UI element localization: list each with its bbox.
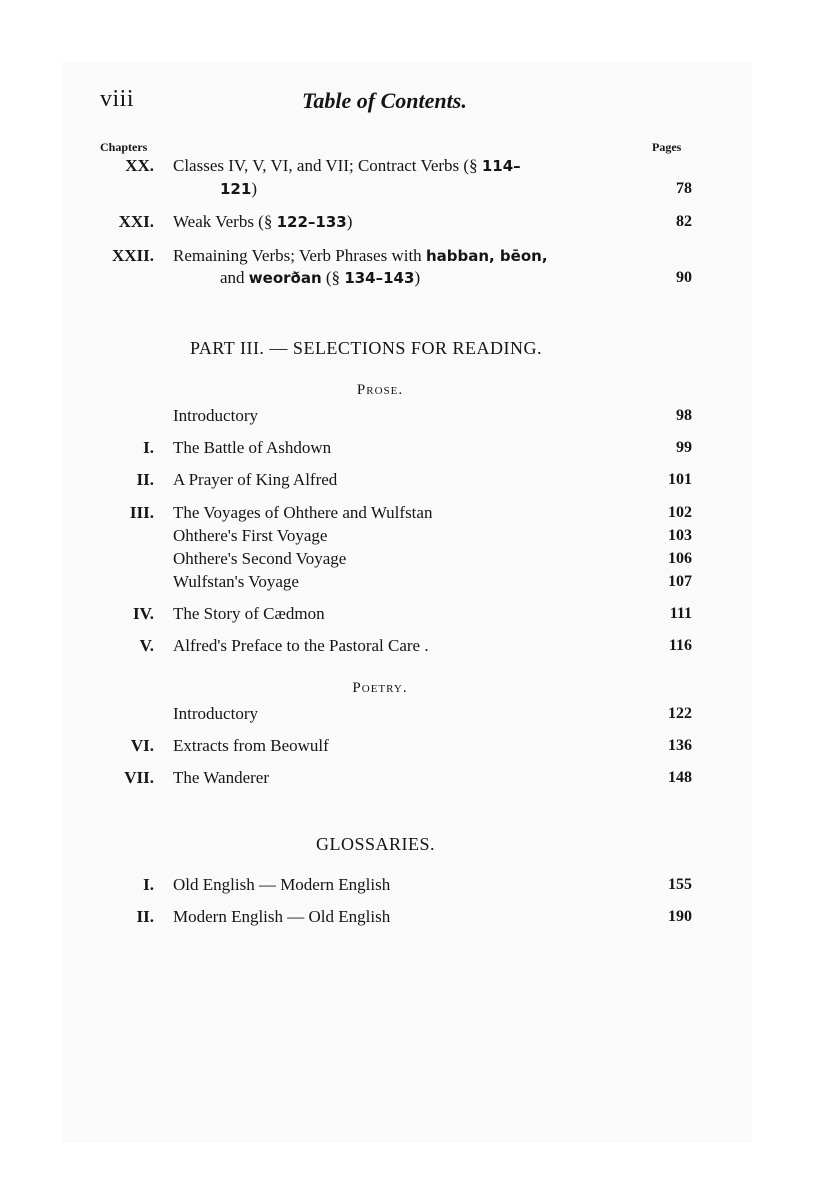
running-title: Table of Contents. bbox=[302, 88, 467, 113]
prose-heading: Prose. bbox=[356, 382, 404, 398]
toc-entry-title: Old English — Modern English bbox=[173, 875, 391, 894]
part-heading: PART III. — SELECTIONS FOR READING. bbox=[190, 338, 542, 358]
title-text: Classes IV, V, VI, and VII; Contract Verbs (§ bbox=[173, 156, 482, 175]
page-ref: 106 bbox=[668, 550, 692, 567]
page-ref: 111 bbox=[669, 605, 692, 622]
entry-number: IV. bbox=[133, 604, 154, 623]
title-text: ) bbox=[414, 268, 421, 287]
page-ref: 99 bbox=[676, 439, 692, 456]
toc-entry-title: Introductory bbox=[173, 704, 258, 723]
chapter-title bbox=[173, 156, 521, 176]
poetry-heading: Poetry. bbox=[352, 680, 408, 696]
page-ref: 155 bbox=[668, 876, 692, 893]
page-ref: 90 bbox=[676, 269, 692, 286]
page-ref: 148 bbox=[668, 769, 692, 786]
title-text: (§ bbox=[321, 268, 345, 287]
chapter-number: XXI. bbox=[118, 212, 154, 231]
page-ref: 190 bbox=[668, 908, 692, 925]
keyword: weorðan bbox=[248, 269, 322, 287]
toc-entry-title: A Prayer of King Alfred bbox=[173, 470, 338, 489]
toc-entry-title: Introductory bbox=[173, 406, 258, 425]
page-ref: 101 bbox=[668, 471, 692, 488]
toc-entry-title: Modern English — Old English bbox=[173, 907, 391, 926]
page-ref: 82 bbox=[676, 213, 692, 230]
entry-number: VII. bbox=[124, 768, 154, 787]
entry-number: I. bbox=[143, 875, 154, 894]
toc-entry-title: The Voyages of Ohthere and Wulfstan bbox=[173, 503, 433, 522]
entry-number: V. bbox=[139, 636, 154, 655]
page-ref: 116 bbox=[668, 637, 692, 654]
toc-subentry-title: Ohthere's First Voyage bbox=[173, 526, 328, 545]
section-ref: 121 bbox=[220, 180, 252, 198]
page-ref: 122 bbox=[668, 705, 692, 722]
entry-number: VI. bbox=[130, 736, 154, 755]
toc-entry-title: The Battle of Ashdown bbox=[173, 438, 332, 457]
chapter-number: XX. bbox=[125, 156, 154, 175]
chapter-title bbox=[173, 246, 548, 266]
pages-label: Pages bbox=[652, 140, 682, 154]
toc-entry-title: The Story of Cædmon bbox=[173, 604, 325, 623]
title-text: and bbox=[220, 268, 249, 287]
toc-entry-title: Extracts from Beowulf bbox=[173, 736, 329, 755]
toc-subentry-title: Ohthere's Second Voyage bbox=[173, 549, 347, 568]
chapters-label: Chapters bbox=[100, 140, 148, 154]
page-ref: 78 bbox=[676, 180, 692, 197]
section-ref: 114– bbox=[481, 157, 521, 175]
keyword: habban, bēon, bbox=[425, 247, 548, 265]
page-ref: 103 bbox=[668, 527, 692, 544]
section-ref: 122–133 bbox=[276, 213, 347, 231]
page-ref: 107 bbox=[668, 573, 692, 590]
page-ref: 98 bbox=[676, 407, 692, 424]
page-ref: 102 bbox=[668, 504, 692, 521]
entry-number: II. bbox=[136, 907, 154, 926]
glossaries-heading: GLOSSARIES. bbox=[316, 834, 436, 854]
title-text: Remaining Verbs; Verb Phrases with bbox=[173, 246, 426, 265]
chapter-title-continuation bbox=[220, 179, 257, 199]
page-number: viii bbox=[100, 86, 135, 112]
section-ref: 134–143 bbox=[344, 269, 415, 287]
entry-number: I. bbox=[143, 438, 154, 457]
title-text: ) bbox=[346, 212, 353, 231]
title-text: Weak Verbs (§ bbox=[173, 212, 277, 231]
entry-number: III. bbox=[129, 503, 154, 522]
toc-entry-title: Alfred's Preface to the Pastoral Care . bbox=[173, 636, 429, 655]
title-text: ) bbox=[251, 179, 257, 198]
toc-entry-title: The Wanderer bbox=[173, 768, 270, 787]
page-ref: 136 bbox=[668, 737, 692, 754]
chapter-number: XXII. bbox=[111, 246, 154, 265]
chapter-title-continuation bbox=[220, 268, 420, 288]
entry-number: II. bbox=[136, 470, 154, 489]
toc-subentry-title: Wulfstan's Voyage bbox=[173, 572, 299, 591]
chapter-title bbox=[173, 212, 352, 232]
